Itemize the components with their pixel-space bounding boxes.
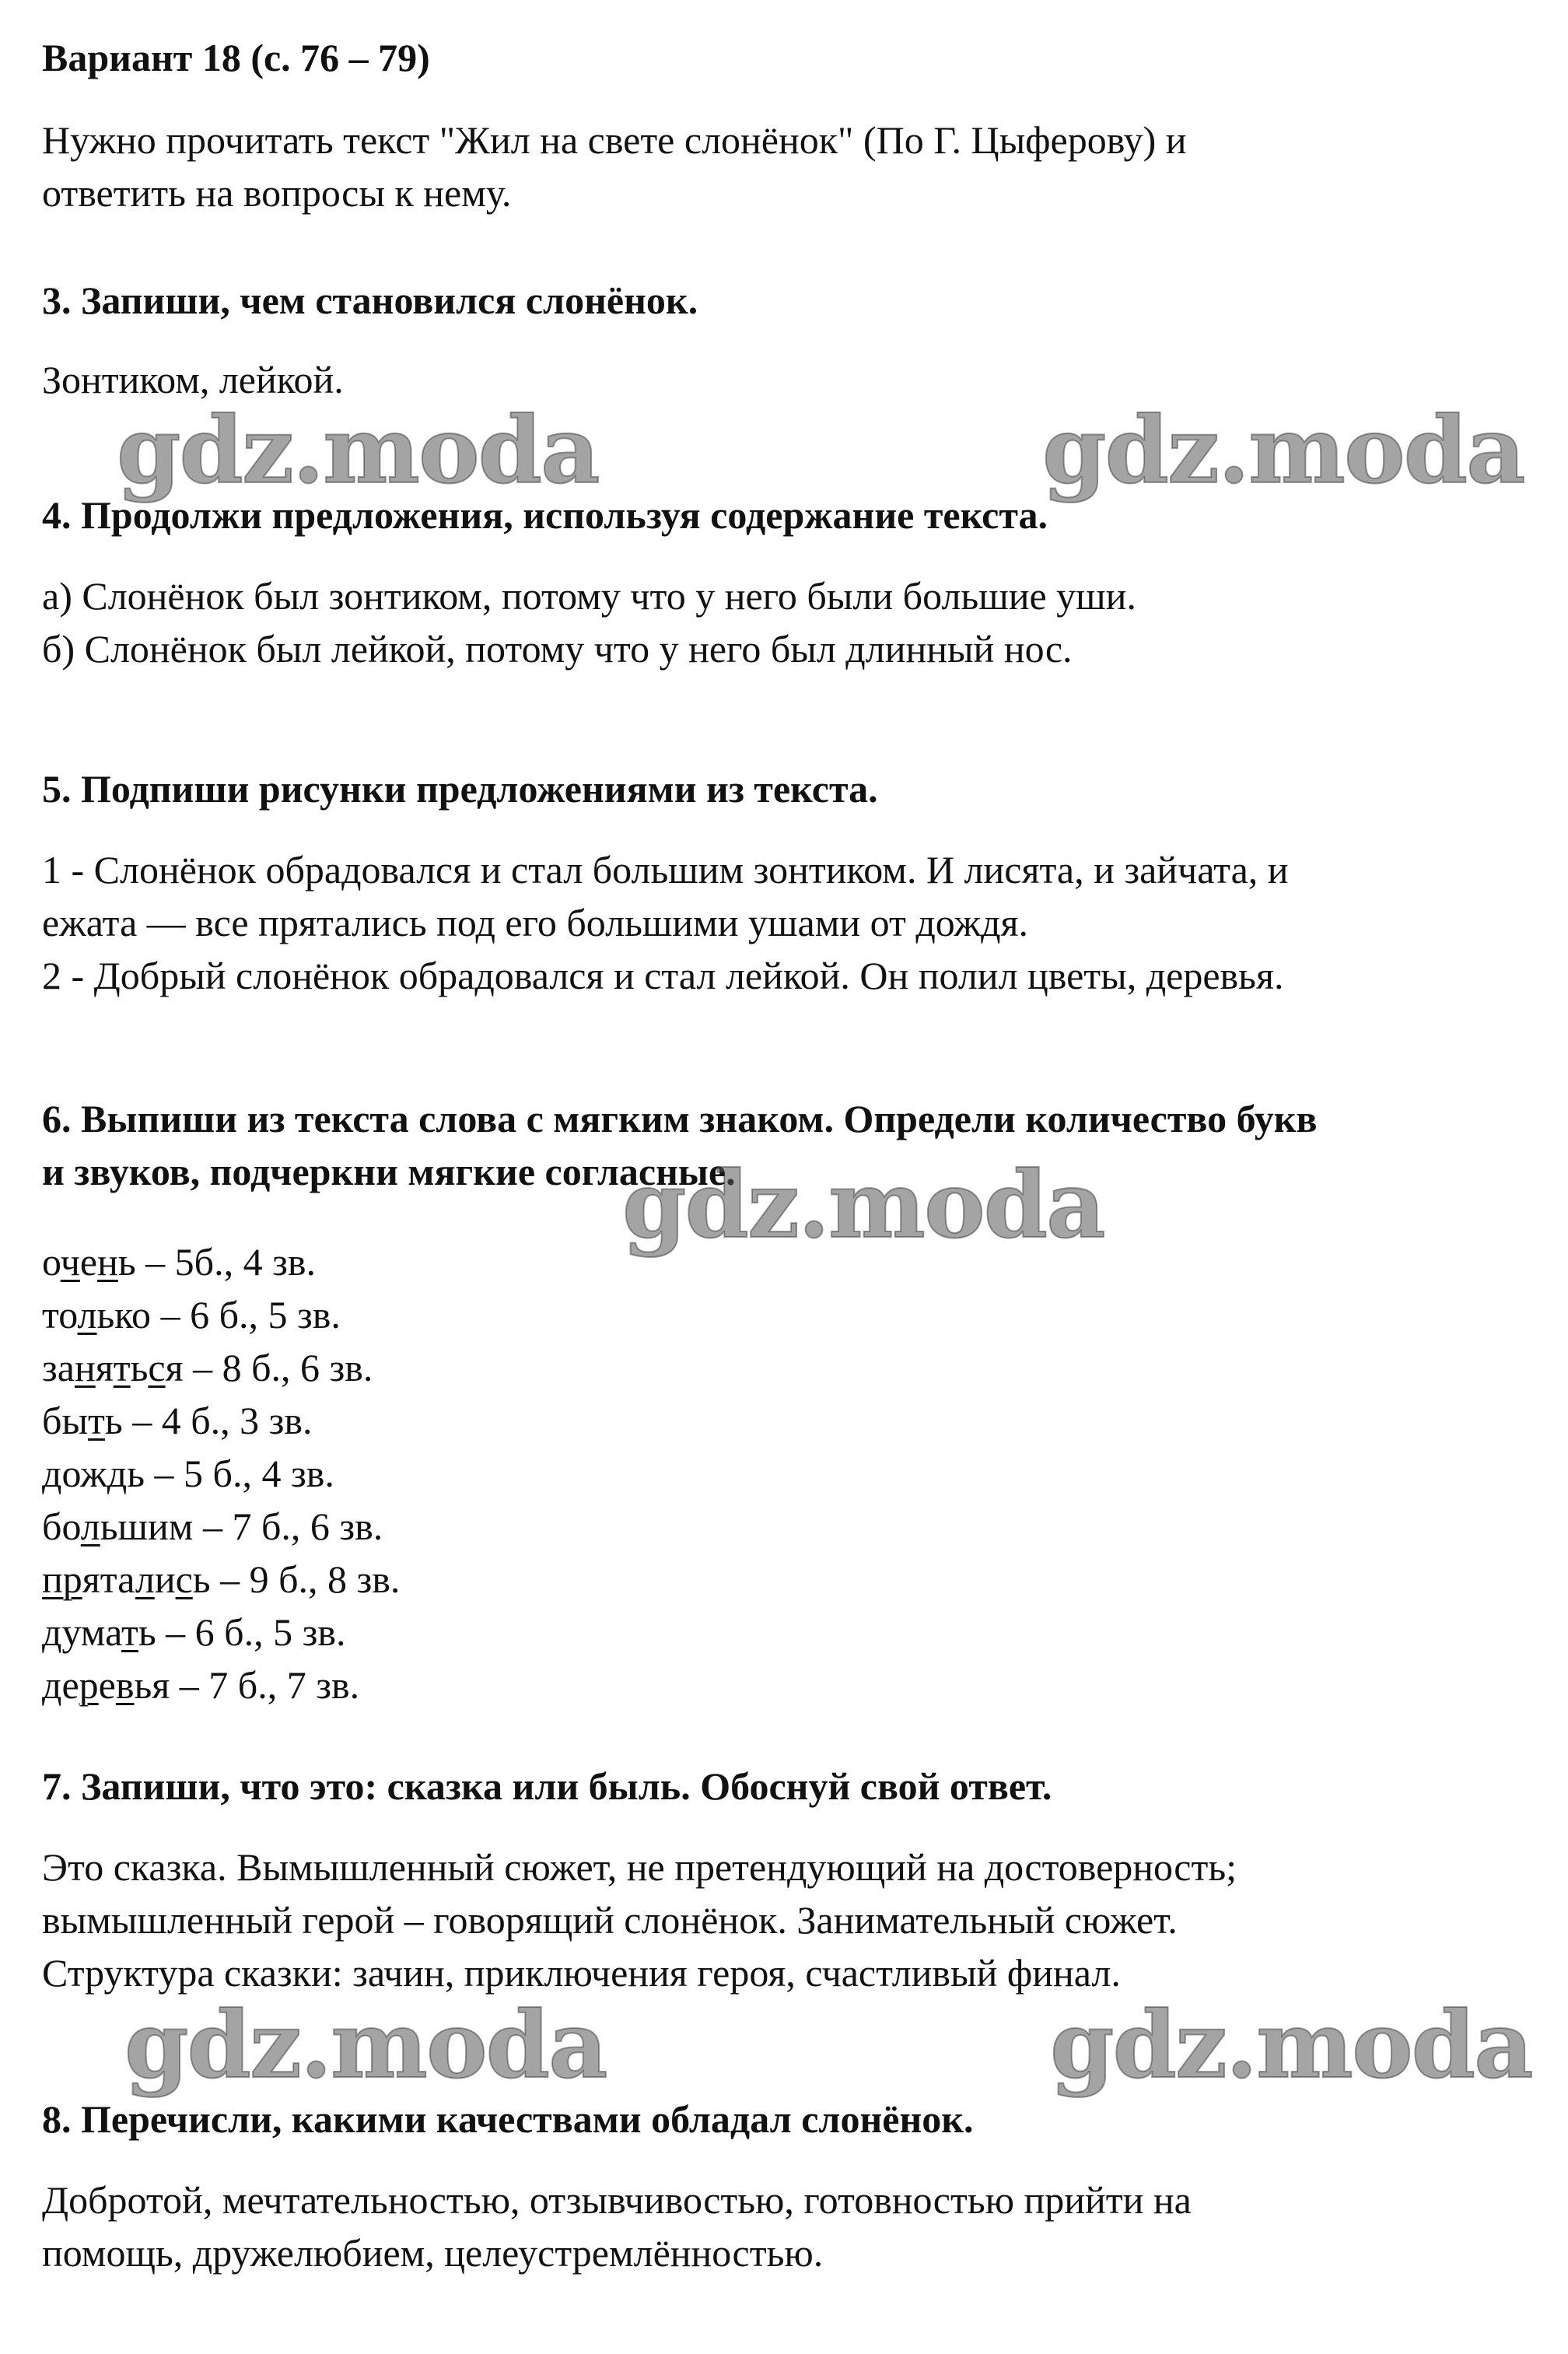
soft-sign-word-row xyxy=(42,1288,1535,1341)
soft-consonant: т xyxy=(88,1399,105,1442)
soft-consonant: л xyxy=(77,1293,97,1336)
answer-7 xyxy=(42,1841,1535,1999)
answer-3: Зонтиком, лейкой. xyxy=(42,358,344,401)
letter-sound-count: – 7 б., 6 зв. xyxy=(193,1505,383,1548)
question-8: 8. Перечисли, какими качествами обладал слонёнок. xyxy=(42,2097,974,2141)
word-part: бо xyxy=(42,1505,81,1548)
soft-consonant: н xyxy=(97,1240,118,1284)
soft-sign-word-row xyxy=(42,1341,1535,1394)
word-part: я xyxy=(82,1557,100,1601)
word-part: ья xyxy=(134,1663,170,1707)
word-part: ько xyxy=(96,1293,152,1336)
answer-7-line-3: Структура сказки: зачин, приключения героя, счастливый финал. xyxy=(42,1951,1121,1995)
word-part: дума xyxy=(42,1610,121,1654)
word-part: та xyxy=(100,1557,135,1601)
word-part: ь xyxy=(127,1452,145,1495)
question-7: 7. Запиши, что это: сказка или быль. Обоснуй свой ответ. xyxy=(42,1764,1052,1808)
answer-5 xyxy=(42,843,1535,1002)
word-part: бы xyxy=(42,1399,89,1442)
answer-8-line-1: Добротой, мечтательностью, отзывчивостью, готовностью прийти на xyxy=(42,2178,1192,2222)
soft-consonant: р xyxy=(79,1663,99,1707)
word-part: ь xyxy=(104,1399,123,1442)
word-part: ь xyxy=(192,1557,211,1601)
word-part: де xyxy=(42,1663,79,1707)
letter-sound-count: – 8 б., 6 зв. xyxy=(183,1346,373,1389)
answer-5-line-1: 1 - Слонёнок обрадовался и стал большим зонтиком. И лисята, и зайчата, и xyxy=(42,848,1289,892)
watermark-logo: gdz.moda xyxy=(117,396,599,504)
soft-sign-word-row xyxy=(42,1659,1535,1711)
soft-consonant: л xyxy=(135,1557,155,1601)
answer-4-line-1: а) Слонёнок был зонтиком, потому что у него были большие уши. xyxy=(42,574,1136,618)
soft-consonant: н xyxy=(74,1346,96,1389)
answer-4 xyxy=(42,569,1535,675)
letter-sound-count: – 6 б., 5 зв. xyxy=(151,1293,341,1336)
word-part: е xyxy=(98,1663,116,1707)
word-part: ь xyxy=(117,1240,136,1284)
question-6 xyxy=(42,1092,1535,1198)
soft-sign-word-list xyxy=(42,1235,1535,1711)
soft-sign-word-row xyxy=(42,1500,1535,1553)
word-part: ь xyxy=(138,1610,156,1654)
question-6-line-1: 6. Выпиши из текста слова с мягким знаком. Определи количество букв xyxy=(42,1097,1318,1140)
word-part: и xyxy=(154,1557,176,1601)
word-part: е xyxy=(79,1240,98,1284)
answer-7-line-1: Это сказка. Вымышленный сюжет, не претендующий на достоверность; xyxy=(42,1845,1237,1889)
soft-consonant: л xyxy=(80,1505,100,1548)
soft-consonant: с xyxy=(148,1346,166,1389)
soft-sign-word-row xyxy=(42,1606,1535,1659)
word-part: ьшим xyxy=(100,1505,194,1548)
word-part: я xyxy=(165,1346,184,1389)
word-part: о xyxy=(42,1240,61,1284)
word-part: ь xyxy=(130,1346,149,1389)
question-5: 5. Подпиши рисунки предложениями из текста. xyxy=(42,767,878,811)
word-part: дож xyxy=(42,1452,107,1495)
letter-sound-count: – 6 б., 5 зв. xyxy=(156,1610,346,1654)
question-4: 4. Продолжи предложения, используя содержание текста. xyxy=(42,493,1048,537)
answer-5-line-3: 2 - Добрый слонёнок обрадовался и стал лейкой. Он полил цветы, деревья. xyxy=(42,954,1284,997)
document-title: Вариант 18 (с. 76 – 79) xyxy=(42,36,430,79)
watermark-logo: gdz.moda xyxy=(124,1991,607,2099)
watermark-logo: gdz.moda xyxy=(1042,396,1524,504)
word-part: за xyxy=(42,1346,75,1389)
answer-4-line-2: б) Слонёнок был лейкой, потому что у него был длинный нос. xyxy=(42,627,1073,671)
word-part: я xyxy=(95,1346,114,1389)
soft-consonant: ч xyxy=(60,1240,80,1284)
soft-consonant: д xyxy=(107,1452,128,1495)
word-part: то xyxy=(42,1293,78,1336)
soft-consonant: т xyxy=(121,1610,138,1654)
soft-sign-word-row xyxy=(42,1553,1535,1606)
intro-line-1: Нужно прочитать текст "Жил на свете слонёнок" (По Г. Цыферову) и xyxy=(42,118,1187,162)
soft-consonant: с xyxy=(175,1557,193,1601)
answer-8-line-2: помощь, дружелюбием, целеустремлённостью. xyxy=(42,2231,824,2275)
answer-5-line-2: ежата — все прятались под его большими ушами от дождя. xyxy=(42,901,1029,944)
letter-sound-count: – 5 б., 4 зв. xyxy=(145,1452,334,1495)
soft-consonant: пр xyxy=(42,1557,82,1601)
watermark-logo: gdz.moda xyxy=(1050,1991,1532,2099)
letter-sound-count: – 5б., 4 зв. xyxy=(135,1240,316,1284)
soft-sign-word-row xyxy=(42,1394,1535,1447)
answer-7-line-2: вымышленный герой – говорящий слонёнок. Занимательный сюжет. xyxy=(42,1898,1178,1942)
question-6-line-2: и звуков, подчеркни мягкие согласные. xyxy=(42,1150,736,1193)
soft-sign-word-row xyxy=(42,1447,1535,1500)
soft-sign-word-row xyxy=(42,1235,1535,1288)
soft-consonant: т xyxy=(113,1346,131,1389)
soft-consonant: в xyxy=(115,1663,135,1707)
letter-sound-count: – 4 б., 3 зв. xyxy=(122,1399,313,1442)
watermark-logo: gdz.moda xyxy=(622,1151,1104,1259)
intro-text xyxy=(42,114,1535,219)
intro-line-2: ответить на вопросы к нему. xyxy=(42,171,512,215)
question-3: 3. Запиши, чем становился слонёнок. xyxy=(42,278,698,322)
answer-8 xyxy=(42,2174,1535,2279)
letter-sound-count: – 7 б., 7 зв. xyxy=(170,1663,360,1707)
letter-sound-count: – 9 б., 8 зв. xyxy=(210,1557,401,1601)
